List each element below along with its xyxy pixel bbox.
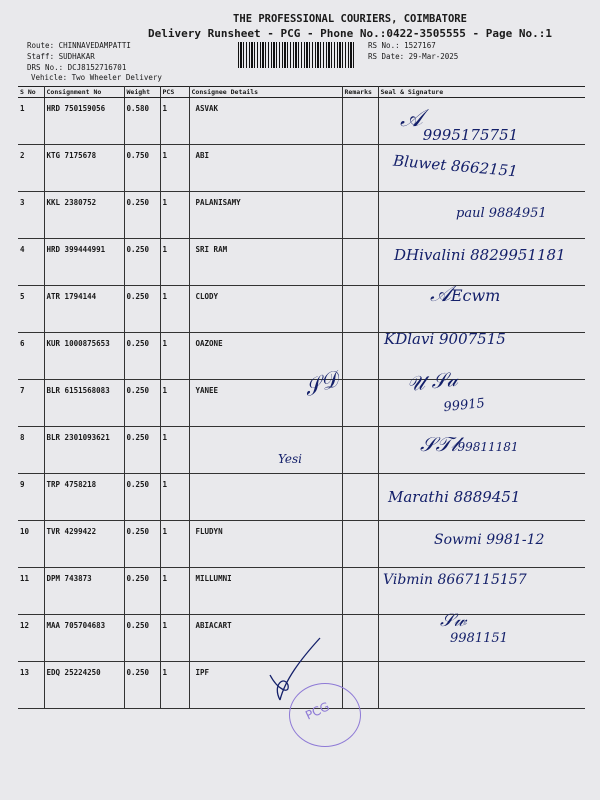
cell-consignee: SRI RAM [189, 239, 342, 286]
cell-pcs: 1 [160, 662, 189, 709]
signature-5: 𝒜Ecwm [430, 282, 501, 307]
signature-10: Sowmi 9981-12 [434, 532, 545, 548]
drs-label: DRS No.: DCJ8152716701 [27, 63, 127, 72]
rs-number: RS No.: 1527167 [368, 41, 436, 50]
cell-consignee [189, 474, 342, 521]
cell-remarks [342, 145, 378, 192]
signature-3: paul 9884951 [456, 206, 547, 221]
route-label: Route: CHINNAVEDAMPATTI [27, 41, 131, 50]
cell-cno: KUR 1000875653 [44, 333, 124, 380]
signature-8: 𝒮𝒯𝓁99811181 [420, 432, 519, 456]
cell-cno: BLR 6151568083 [44, 380, 124, 427]
cell-remarks [342, 239, 378, 286]
cell-pcs: 1 [160, 615, 189, 662]
cell-consignee: ABI [189, 145, 342, 192]
signature-11: Vibmin 8667115157 [383, 572, 527, 588]
cell-pcs: 1 [160, 380, 189, 427]
cell-weight: 0.250 [124, 474, 160, 521]
cell-consignee: MILLUMNI [189, 568, 342, 615]
cell-cno: MAA 705704683 [44, 615, 124, 662]
vehicle-label: Vehicle: Two Wheeler Delivery [31, 73, 162, 82]
col-consignee: Consignee Details [189, 87, 342, 98]
cell-consignee [189, 427, 342, 474]
col-remarks: Remarks [342, 87, 378, 98]
table-header [18, 87, 585, 98]
cell-weight: 0.250 [124, 333, 160, 380]
cell-cno: TVR 4299422 [44, 521, 124, 568]
table-row [18, 380, 585, 427]
cell-weight: 0.250 [124, 568, 160, 615]
cell-cno: BLR 2301093621 [44, 427, 124, 474]
cell-weight: 0.250 [124, 615, 160, 662]
cell-consignee: IPF [189, 662, 342, 709]
cell-consignee: PALANISAMY [189, 192, 342, 239]
cell-sno: 8 [18, 427, 44, 474]
cell-pcs: 1 [160, 333, 189, 380]
signature-6: KDlavi 9007515 [384, 330, 506, 348]
signature-2: Bluwet 8662151 [392, 151, 519, 181]
cell-pcs: 1 [160, 286, 189, 333]
col-signature: Seal & Signature [378, 87, 585, 98]
cell-weight: 0.250 [124, 286, 160, 333]
cell-sno: 4 [18, 239, 44, 286]
cell-weight: 0.250 [124, 380, 160, 427]
cell-weight: 0.250 [124, 239, 160, 286]
cell-remarks [342, 380, 378, 427]
signature-12: 𝒮𝓌 9981151 [440, 610, 508, 646]
cell-consignee: YANEE [189, 380, 342, 427]
signature-row8: 𝒮𝒟 [300, 366, 342, 403]
cell-weight: 0.250 [124, 192, 160, 239]
cell-sno: 3 [18, 192, 44, 239]
cell-sno: 13 [18, 662, 44, 709]
cell-cno: DPM 743873 [44, 568, 124, 615]
cell-sno: 10 [18, 521, 44, 568]
cell-signature [378, 662, 585, 709]
cell-sno: 7 [18, 380, 44, 427]
cell-weight: 0.250 [124, 521, 160, 568]
cell-cno: KTG 7175678 [44, 145, 124, 192]
cell-cno: HRD 750159056 [44, 98, 124, 145]
cell-sno: 6 [18, 333, 44, 380]
cell-remarks [342, 192, 378, 239]
cell-weight: 0.750 [124, 145, 160, 192]
cell-pcs: 1 [160, 145, 189, 192]
cell-sno: 2 [18, 145, 44, 192]
handwritten-note: Yesi [278, 452, 302, 466]
cell-consignee: ASVAK [189, 98, 342, 145]
cell-cno: HRD 399444991 [44, 239, 124, 286]
runsheet-subtitle: Delivery Runsheet - PCG - Phone No.:0422-3505555 - Page No.:1 [148, 27, 552, 40]
signature-4: DHivalini 8829951181 [394, 246, 566, 264]
barcode [238, 42, 354, 68]
col-pcs: PCS [160, 87, 189, 98]
cell-pcs: 1 [160, 192, 189, 239]
cell-pcs: 1 [160, 98, 189, 145]
cell-consignee: CLODY [189, 286, 342, 333]
cell-pcs: 1 [160, 239, 189, 286]
signature-7: 𝒰 𝒮𝒶 99915 [405, 366, 486, 416]
cell-consignee: FLUDYN [189, 521, 342, 568]
staff-label: Staff: SUDHAKAR [27, 52, 95, 61]
cell-remarks [342, 286, 378, 333]
cell-remarks [342, 615, 378, 662]
cell-remarks [342, 568, 378, 615]
col-consignment: Consignment No [44, 87, 124, 98]
cell-pcs: 1 [160, 521, 189, 568]
cell-cno: TRP 4758218 [44, 474, 124, 521]
cell-consignee: ABIACART [189, 615, 342, 662]
cell-sno: 12 [18, 615, 44, 662]
cell-cno: KKL 2380752 [44, 192, 124, 239]
cell-pcs: 1 [160, 474, 189, 521]
company-title: THE PROFESSIONAL COURIERS, COIMBATORE [233, 13, 467, 25]
cell-remarks [342, 98, 378, 145]
col-sno: S No [18, 87, 44, 98]
cell-remarks [342, 474, 378, 521]
cell-remarks [342, 521, 378, 568]
rs-date: RS Date: 29-Mar-2025 [368, 52, 459, 61]
cell-weight: 0.580 [124, 98, 160, 145]
cell-pcs: 1 [160, 427, 189, 474]
signature-9: Marathi 8889451 [388, 488, 521, 506]
stamp-text: PCG [303, 699, 332, 723]
cell-consignee: OAZONE [189, 333, 342, 380]
cell-pcs: 1 [160, 568, 189, 615]
cell-sno: 5 [18, 286, 44, 333]
cell-sno: 9 [18, 474, 44, 521]
cell-remarks [342, 427, 378, 474]
signature-1: 𝒜$_{9995175751}$ [400, 104, 519, 144]
col-weight: Weight [124, 87, 160, 98]
cell-weight: 0.250 [124, 427, 160, 474]
cell-sno: 11 [18, 568, 44, 615]
cell-sno: 1 [18, 98, 44, 145]
cell-weight: 0.250 [124, 662, 160, 709]
cell-remarks [342, 333, 378, 380]
cell-cno: ATR 1794144 [44, 286, 124, 333]
cell-cno: EDQ 25224250 [44, 662, 124, 709]
